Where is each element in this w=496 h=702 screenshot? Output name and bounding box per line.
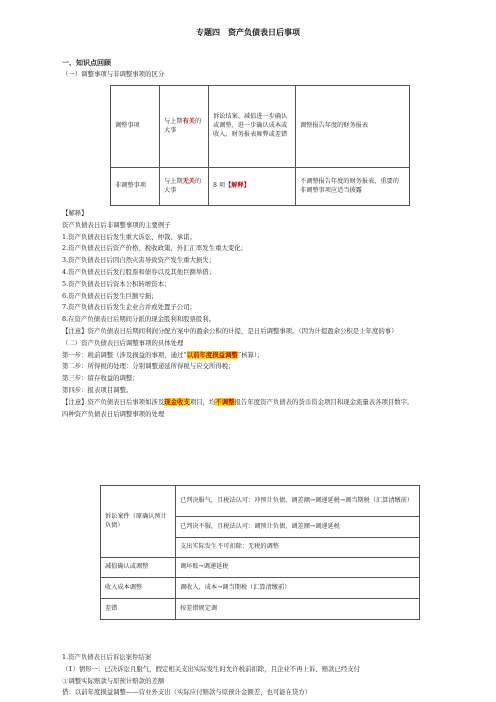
cell-error-treatment: 按差错规定调 xyxy=(176,599,420,620)
cell-revenue-cost-treatment: 调收入、成本→调当期税（汇算清缴前） xyxy=(176,578,420,599)
note-cash-items: 【注意】资产负债表日后事项如涉及现金收支项目，均不调整报告年度资产负债表的货币资金项目和现金流量表各项目数字。 xyxy=(62,397,414,406)
note-profit-distribution: 【注意】资产负债表日后期间利润分配方案中的盈余公积的计提，是日后调整事项。（因为计提盈余公积是上年度的事） xyxy=(62,326,398,335)
paragraph: 1.资产负债表日后诉讼案件结案 xyxy=(62,653,152,661)
cell-nonadjusting-label: 非调整事项 xyxy=(111,168,160,206)
explanation-block xyxy=(62,208,442,420)
step-4: 第四步：报表项目调整。 xyxy=(62,385,133,394)
subheading-adjusting-treatment: （二）资产负债表日后调整事项的具体处理 xyxy=(62,338,184,347)
list-item: 5.资产负债表日后资本公积转增资本； xyxy=(62,279,171,288)
cell-adjusting-label: 调整事项 xyxy=(111,86,160,168)
adjusting-events-table xyxy=(110,85,410,206)
table-row xyxy=(101,599,420,620)
table-row xyxy=(101,486,420,517)
cell-nonadjusting-examples: 8 项【解释】 xyxy=(209,168,296,206)
cell-litigation-accept: 已判决服气，且税法认可：冲预计负债、调差额→调递延税→调当期税（汇算清缴前） xyxy=(176,486,420,517)
cell-adjusting-examples: 诉讼结案、减值进一步确认或调整、进一步确认成本或收入、财务报表舞弊或差错 xyxy=(209,86,296,168)
step-1: 第一步：税前调整（涉及损益的事项，通过“以前年度损益调整”核算）； xyxy=(62,350,264,359)
four-adjustments-table xyxy=(100,485,420,620)
list-item: 3.资产负债表日后因自然灾害导致资产发生重大损失； xyxy=(62,256,216,265)
cell-litigation: 诉讼案件（原确认预计负债） xyxy=(101,486,176,558)
step-2: 第二步：所得税的处理：分别调整递延所得税与应交所得税； xyxy=(62,362,235,371)
list-item: 8.在资产负债表日后期间分派的现金股利和股票股利。 xyxy=(62,315,216,324)
cell-impairment-treatment: 调坏账→调递延税 xyxy=(176,558,420,578)
cell-litigation-nondeductible: 支出实际发生不可扣除：无税的调整 xyxy=(176,538,420,558)
cell-adjusting-treatment: 调整报告年度的财务报表 xyxy=(296,86,410,168)
list-item: 1.资产负债表日后发生重大诉讼、仲裁、承诺； xyxy=(62,232,196,241)
table-row xyxy=(101,558,420,578)
cell-revenue-cost: 收入成本调整 xyxy=(101,578,176,599)
litigation-section xyxy=(62,652,452,699)
cell-nonadjusting-treatment: 不调整报告年度的财务报表，重要的非调整事项应适当披露 xyxy=(296,168,410,206)
list-item: 6.资产负债表日后发生巨额亏损； xyxy=(62,291,158,300)
subheading-distinguish: （一）调整事项与非调整事项的区分 xyxy=(62,70,165,78)
list-item: 2.资产负债表日后资产价格、税收政策、外汇汇率发生重大变化； xyxy=(62,244,248,253)
step-3: 第三步：留存收益的调整； xyxy=(62,374,139,383)
paragraph: ①调整实际赔款与原预计赔款的差额 xyxy=(62,676,165,685)
cell-impairment: 减值确认或调整 xyxy=(101,558,176,578)
explain-heading: 【解释】 xyxy=(62,209,88,217)
cell-litigation-appeal: 已判决不服，且税法认可：调预计负债、调差额→调递延税 xyxy=(176,517,420,538)
cell-error: 差错 xyxy=(101,599,176,620)
paragraph: 借：以前年度损益调整——营业外支出（实际应付赔款与原预计金额差，也可能在贷方） xyxy=(62,688,312,697)
table-row xyxy=(111,86,410,168)
table-row xyxy=(111,168,410,206)
explain-intro: 资产负债表日后非调整事项的主要例子 xyxy=(62,220,171,229)
page-title: 专题四 资产负债表日后事项 xyxy=(196,28,300,37)
cell-unrelated-past: 与上期无关的大事 xyxy=(160,168,209,206)
cell-related-past: 与上期有关的大事 xyxy=(160,86,209,168)
paragraph: （1）情形一：已决诉讼且服气，假定相关支出实际发生时允许税前扣除，且企业不再上诉、赔款已经支付 xyxy=(62,664,361,673)
table-row xyxy=(101,578,420,599)
table2-caption: 四种资产负债表日后调整事项的处理 xyxy=(62,409,165,418)
list-item: 4.资产负债表日后发行股票和债券以及其他巨额举借； xyxy=(62,267,216,276)
section-heading-review: 一、知识点回顾 xyxy=(62,59,111,67)
list-item: 7.资产负债表日后发生企业合并或处置子公司； xyxy=(62,303,196,312)
